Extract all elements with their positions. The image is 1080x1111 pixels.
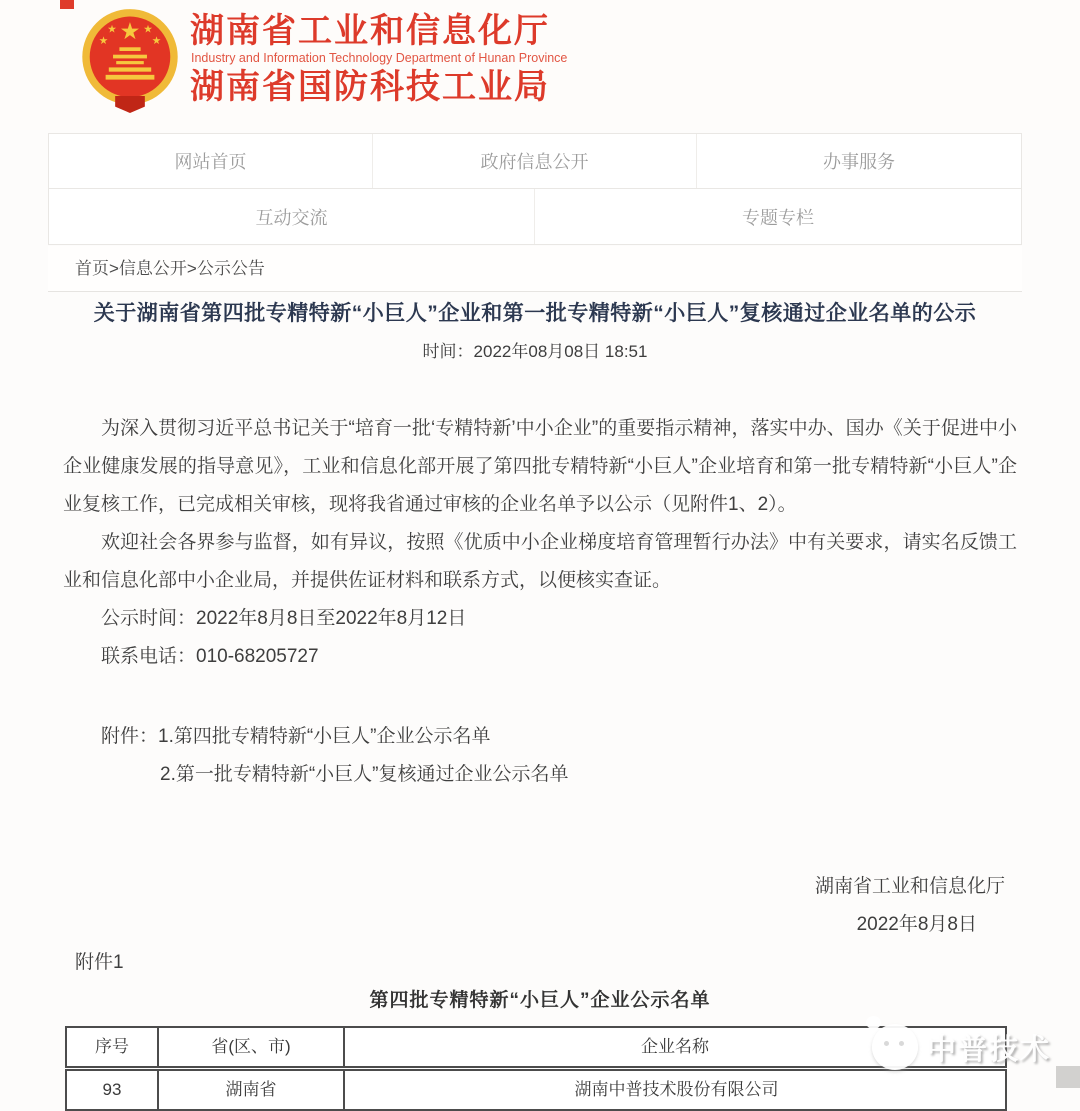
contact-phone: 联系电话：010-68205727 — [101, 646, 319, 667]
enterprise-table — [65, 1026, 1007, 1111]
attachment-link-2[interactable]: 2.第一批专精特新“小巨人”复核通过企业公示名单 — [160, 764, 569, 785]
col-header-company: 企业名称 — [344, 1027, 1006, 1069]
table-header-row — [66, 1027, 1006, 1069]
svg-text:★: ★ — [151, 35, 162, 48]
attachment1-label: 附件1 — [75, 952, 124, 973]
org-name-line2: 湖南省国防科技工业局 — [190, 68, 550, 106]
svg-text:★: ★ — [119, 17, 141, 44]
attachment-link-1[interactable]: 附件：1.第四批专精特新“小巨人”企业公示名单 — [101, 726, 491, 747]
cell-company: 湖南中普技术股份有限公司 — [344, 1069, 1006, 1111]
org-title-block — [190, 12, 567, 106]
svg-text:★: ★ — [107, 23, 117, 36]
nav-item-gov-info[interactable]: 政府信息公开 — [373, 134, 697, 188]
publicity-period: 公示时间：2022年8月8日至2022年8月12日 — [101, 608, 467, 629]
article-body — [63, 410, 1017, 1111]
col-header-province: 省(区、市) — [158, 1027, 344, 1069]
svg-text:★: ★ — [143, 23, 153, 36]
national-emblem-logo — [77, 7, 183, 113]
red-corner-mark — [60, 0, 74, 9]
watermark-text: 中普技术 — [927, 1033, 1052, 1066]
site-header — [0, 0, 1080, 130]
nav-item-special-columns[interactable]: 专题专栏 — [742, 207, 814, 228]
nav-item-interaction[interactable]: 互动交流 — [49, 189, 535, 244]
table-row — [66, 1069, 1006, 1111]
table-title: 第四批专精特新“小巨人”企业公示名单 — [369, 990, 711, 1011]
paragraph-2: 欢迎社会各界参与监督，如有异议，按照《优质中小企业梯度培育管理暂行办法》中有关要求，请实名反馈工业和信息化部中小企业局，并提供佐证材料和联系方式，以便核实查证。 — [63, 532, 1017, 591]
nav-item-services[interactable]: 办事服务 — [823, 152, 895, 172]
publish-time: 时间：2022年08月08日 18:51 — [422, 342, 648, 361]
cell-province: 湖南省 — [158, 1069, 344, 1111]
page-title: 关于湖南省第四批专精特新“小巨人”企业和第一批专精特新“小巨人”复核通过企业名单的公示 — [93, 302, 977, 325]
nav-item-home[interactable]: 网站首页 — [49, 134, 373, 188]
signature-date: 2022年8月8日 — [856, 914, 977, 935]
breadcrumb[interactable]: 首页>信息公开>公示公告 — [75, 259, 265, 278]
svg-text:★: ★ — [98, 35, 109, 48]
main-nav — [48, 133, 1022, 245]
gray-edge-patch — [1056, 1066, 1080, 1088]
paragraph-1: 为深入贯彻习近平总书记关于“培育一批‘专精特新’中小企业”的重要指示精神，落实中办、国办《关于促进中小企业健康发展的指导意见》，工业和信息化部开展了第四批专精特新“小巨人”企业培育和第一批专精特新“小巨人”企业复核工作，已完成相关审核，现将我省通过审核的企业名单予以公示（见附件1、2）。 — [63, 418, 1017, 515]
col-header-seq: 序号 — [66, 1027, 158, 1069]
org-name-line1: 湖南省工业和信息化厅 — [190, 12, 550, 50]
breadcrumb-bar — [48, 246, 1022, 292]
signature-org: 湖南省工业和信息化厅 — [814, 876, 1005, 897]
org-name-english: Industry and Information Technology Department of Hunan Province — [191, 51, 568, 65]
cell-seq: 93 — [66, 1069, 158, 1111]
